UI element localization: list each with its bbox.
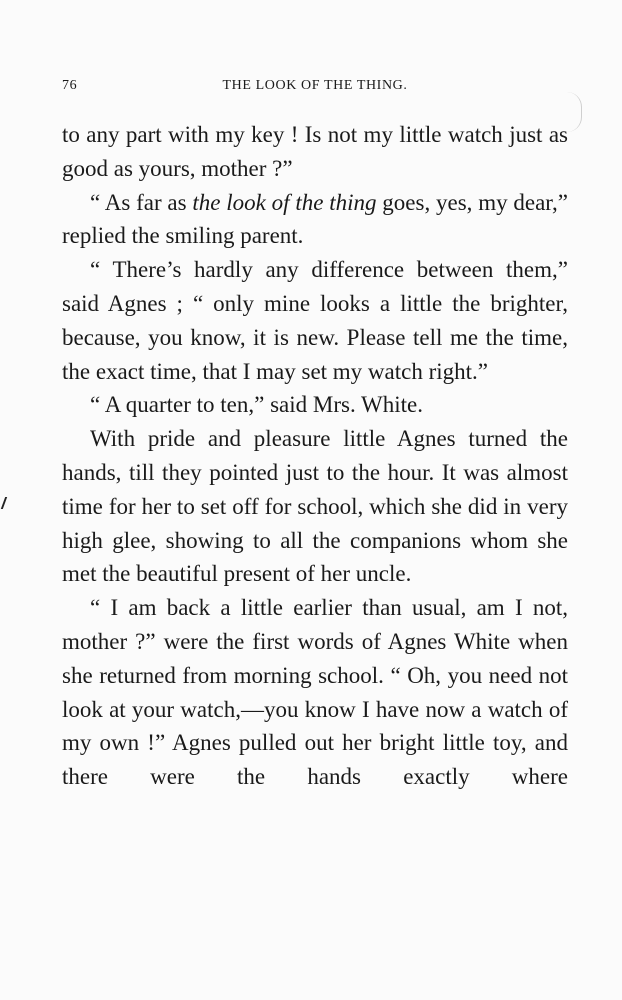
- paragraph: [62, 186, 568, 254]
- text-segment: “ A quarter to ten,” said Mrs. White.: [90, 392, 423, 418]
- paragraph: [62, 591, 568, 794]
- body-text: [62, 118, 568, 794]
- text-segment: With pride and pleasure little Agnes turned the hands, till they pointed just to the hour. It was almost time for her to set off for school, which she did in very high glee, showing to all the companions whom she met the beautiful present of her uncle.: [62, 426, 568, 587]
- text-segment: to any part with my key ! Is not my little watch just as good as yours, mother ?”: [62, 122, 568, 181]
- text-segment: goes, yes, my dear,” replied the smiling parent.: [62, 189, 568, 249]
- paragraph: [62, 388, 568, 422]
- paragraph: [62, 422, 568, 591]
- text-segment: “ As far as: [90, 189, 193, 215]
- running-head: THE LOOK OF THE THING.: [222, 78, 408, 93]
- page-header: [62, 78, 568, 100]
- margin-mark: [1, 497, 7, 509]
- italic-phrase: the look of the thing: [192, 189, 377, 215]
- paragraph: [62, 253, 568, 388]
- text-segment: “ I am back a little earlier than usual, am I not, mother ?” were the first words of Agnes White when she returned from morning school. “ Oh, you need not look at your watch,—you know I have now a watch of my own !” Agnes pulled out her bright little toy, and there were the hands exactly where: [62, 595, 568, 790]
- page-number: 76: [62, 78, 78, 93]
- text-segment: “ There’s hardly any difference between them,” said Agnes ; “ only mine looks a little the brighter, because, you know, it is new. Please tell me the time, the exact time, that I may set my watch right.”: [62, 257, 568, 384]
- page-corner-curve: [567, 92, 582, 132]
- paragraph: [62, 118, 568, 186]
